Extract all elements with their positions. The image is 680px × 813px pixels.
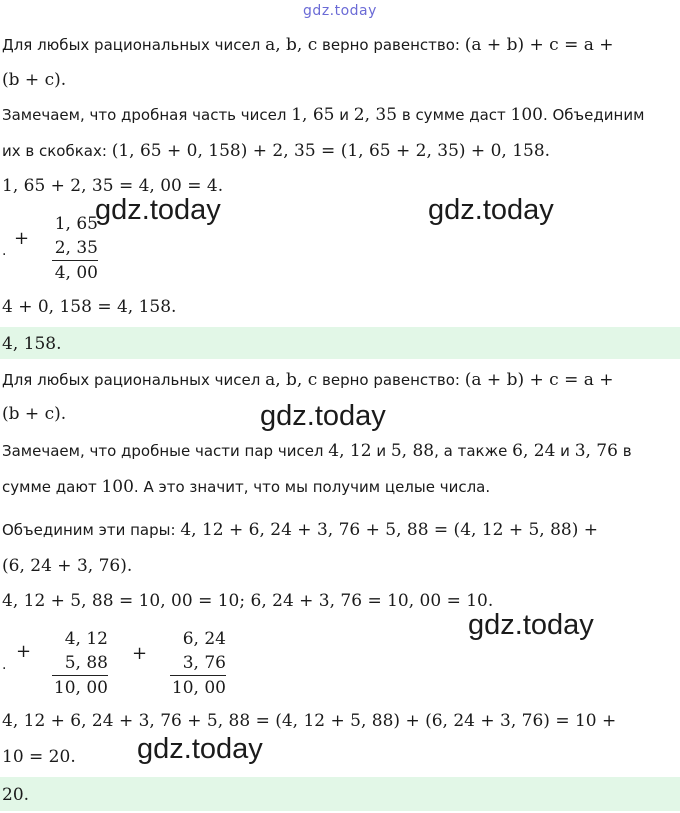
math: 1, 65 xyxy=(291,105,335,125)
column-addition xyxy=(52,627,108,700)
watermark: gdz.today xyxy=(137,733,263,765)
text: верно равенство: xyxy=(317,371,465,389)
plus-sign: + xyxy=(132,643,148,664)
math: a, b, c xyxy=(265,370,318,390)
math-line: 4 + 0, 158 = 4, 158. xyxy=(2,297,177,317)
watermark: gdz.today xyxy=(428,194,554,226)
math-line: (b + c). xyxy=(2,70,67,90)
sum: 10, 00 xyxy=(171,678,226,698)
math: 100 xyxy=(510,105,543,125)
text: верно равенство: xyxy=(317,36,465,54)
addend: 4, 12 xyxy=(64,629,108,649)
math: 4, 12 xyxy=(328,441,372,461)
column-addition xyxy=(170,627,226,700)
watermark: gdz.today xyxy=(260,400,386,432)
text: в сумме даст xyxy=(397,106,511,124)
text: и xyxy=(334,106,354,124)
text: и xyxy=(555,442,575,460)
addend: 3, 76 xyxy=(170,651,226,676)
math: 2, 35 xyxy=(353,105,398,125)
math: 3, 76 xyxy=(574,441,618,461)
text: . Объединим xyxy=(542,106,645,124)
math-line: (6, 24 + 3, 76). xyxy=(2,556,133,576)
math-line: 4, 12 + 6, 24 + 3, 76 + 5, 88 = (4, 12 + 5, 88) + (6, 24 + 3, 76) = 10 + xyxy=(2,711,617,731)
watermark: gdz.today xyxy=(95,194,221,226)
text-line xyxy=(2,370,614,390)
watermark: gdz.today xyxy=(468,609,594,641)
addend: 5, 88 xyxy=(52,651,108,676)
text: и xyxy=(371,442,391,460)
text-line xyxy=(2,105,644,125)
column-addition xyxy=(52,212,98,285)
addend: 6, 24 xyxy=(182,629,226,649)
text-line xyxy=(2,477,490,497)
text: сумме дают xyxy=(2,478,102,496)
sum: 4, 00 xyxy=(54,263,98,283)
text: Замечаем, что дробная часть чисел xyxy=(2,106,292,124)
text-line xyxy=(2,520,598,540)
sum: 10, 00 xyxy=(53,678,108,698)
bullet-dot: . xyxy=(2,657,7,673)
text: Для любых рациональных чисел xyxy=(2,36,266,54)
text: Замечаем, что дробные части пар чисел xyxy=(2,442,329,460)
math: a, b, c xyxy=(265,35,318,55)
math-line: 1, 65 + 2, 35 = 4, 00 = 4. xyxy=(2,176,224,196)
math: (a + b) + c = a + xyxy=(464,35,614,55)
math-line: (b + c). xyxy=(2,404,67,424)
math: 5, 88 xyxy=(390,441,435,461)
text: в xyxy=(617,442,632,460)
addend: 2, 35 xyxy=(52,236,98,261)
plus-sign: + xyxy=(14,228,30,249)
text: Для любых рациональных чисел xyxy=(2,371,266,389)
text: Объединим эти пары: xyxy=(2,521,181,539)
bullet-dot: . xyxy=(2,243,7,259)
site-title: gdz.today xyxy=(303,3,377,19)
math: 6, 24 xyxy=(512,441,556,461)
math: 100 xyxy=(101,477,134,497)
text-line xyxy=(2,441,632,461)
text-line xyxy=(2,141,550,161)
text-line xyxy=(2,35,614,55)
addend: 1, 65 xyxy=(54,214,98,234)
plus-sign: + xyxy=(16,641,32,662)
text: , а также xyxy=(434,442,513,460)
math-line: 4, 12 + 5, 88 = 10, 00 = 10; 6, 24 + 3, 76 = 10, 00 = 10. xyxy=(2,591,494,611)
answer-box: 4, 158. xyxy=(0,327,680,359)
text: их в скобках: xyxy=(2,142,112,160)
math: (a + b) + c = a + xyxy=(464,370,614,390)
text: . А это значит, что мы получим целые числа. xyxy=(133,478,491,496)
math: (1, 65 + 0, 158) + 2, 35 = (1, 65 + 2, 35) + 0, 158. xyxy=(111,141,551,161)
math: 4, 12 + 6, 24 + 3, 76 + 5, 88 = (4, 12 + 5, 88) + xyxy=(180,520,599,540)
math-line: 10 = 20. xyxy=(2,747,76,767)
answer-box: 20. xyxy=(0,777,680,811)
